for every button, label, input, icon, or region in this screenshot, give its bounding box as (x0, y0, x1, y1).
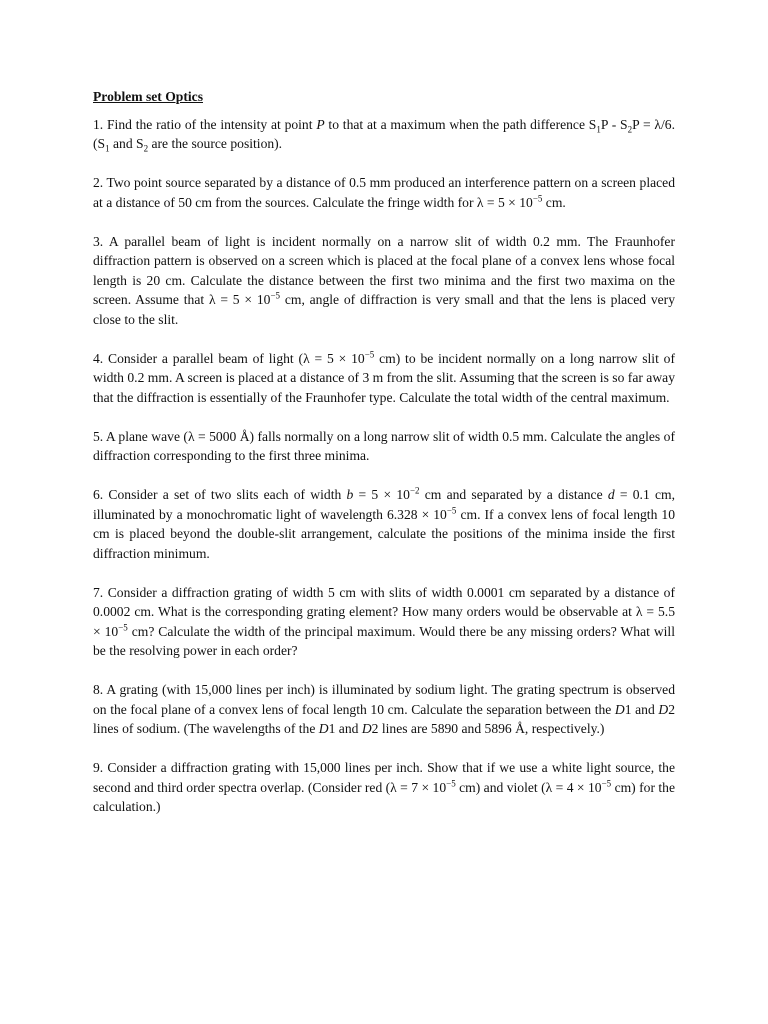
problem-4: 4. Consider a parallel beam of light ($\lambda = 5 \times 10^{-5}$ cm) to be incident normally on a long narrow slit of width 0.2 mm. A screen is placed at a distance of 3 m from the slit. Assuming that the screen is so far away that the diffraction is essentially of the Fraunhofer type. Calculate the total width of the central maximum. (93, 348, 675, 405)
problem-7: 7. Consider a diffraction grating of width 5 cm with slits of width 0.0001 cm separated by a distance of 0.0002 cm. What is the corresponding grating element? How many orders would be observable at $\lambda = 5.5 \times 10^{-5}$ cm? Calculate the width of the principal maximum. Would there be any missing orders? What will be the resolving power in each order? (93, 584, 675, 658)
problem-6: 6. Consider a set of two slits each of width $b = 5 \times 10^{-2}$ cm and separated by a distance d = 0.1 cm, illuminated by a monochromatic light of wavelength $6.328 \times 10^{-5}$ cm. If a convex lens of focal length 10 cm is placed beyond the double-slit arrangement, calculate the positions of the minima inside the first diffraction minimum. (93, 485, 675, 561)
problem-9: 9. Consider a diffraction grating with 15,000 lines per inch. Show that if we use a white light source, the second and third order spectra overlap. (Consider red ($\lambda = 7 \times 10^{-5}$ cm) and violet ($\lambda = 4 \times 10^{-5}$ cm) for the calculation.) (93, 760, 675, 814)
problem-2: 2. Two point source separated by a distance of 0.5 mm produced an interference pattern on a screen placed at a distance of 50 cm from the sources. Calculate the fringe width for $\lambda = 5 \times 10^{-5}$ cm. (93, 175, 675, 210)
problem-5: 5. A plane wave (λ = 5000 Å) falls normally on a long narrow slit of width 0.5 mm. Calculate the angles of diffraction corresponding to the first three minima. (93, 428, 675, 463)
document-page (93, 87, 675, 836)
problem-3: 3. A parallel beam of light is incident normally on a narrow slit of width 0.2 mm. The Fraunhofer diffraction pattern is observed on a screen which is placed at the focal plane of a convex lens whose focal length is 20 cm. Calculate the distance between the first two minima and the first two maxima on the screen. Assume that $\lambda = 5 \times 10^{-5}$ cm, angle of diffraction is very small and that the lens is placed very close to the slit. (93, 233, 675, 327)
problem-8: 8. A grating (with 15,000 lines per inch) is illuminated by sodium light. The grating spectrum is observed on the focal plane of a convex lens of focal length 10 cm. Calculate the separation between the D1 and D2 lines of sodium. (The wavelengths of the D1 and D2 lines are 5890 and 5896 Å, respectively.) (93, 682, 675, 736)
page-title: Problem set Optics (93, 89, 203, 104)
problem-1: 1. Find the ratio of the intensity at point P to that at a maximum when the path difference $S_1P - S_2P = \lambda/6$. ($S_1$ and $S_2$ are the source position). (93, 116, 675, 154)
